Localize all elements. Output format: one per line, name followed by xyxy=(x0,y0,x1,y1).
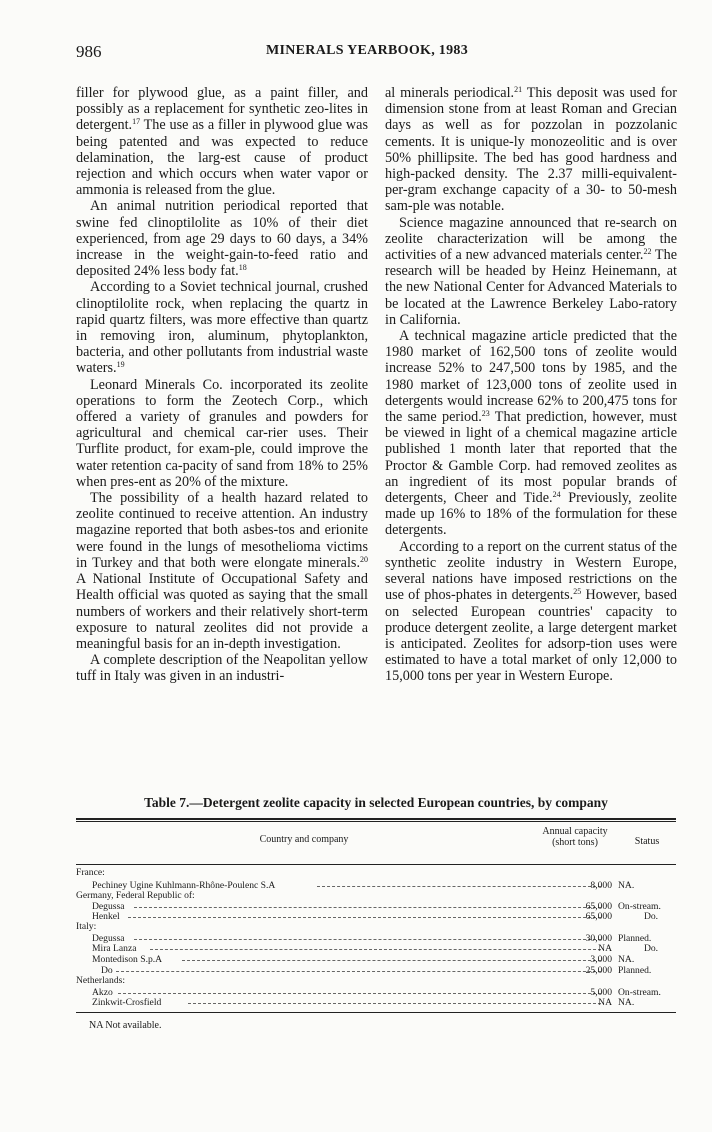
dot-leader xyxy=(128,917,601,918)
company-name: Zinkwit-Crosfield xyxy=(92,997,162,1008)
dot-leader xyxy=(118,993,601,994)
column-header-capacity: Annual capacity (short tons) xyxy=(542,826,608,848)
company-name: Italy: xyxy=(76,921,97,932)
table-bottom-rule xyxy=(76,1012,676,1013)
table-row xyxy=(76,998,676,1007)
capacity-value: NA xyxy=(598,997,612,1008)
company-name: Degussa xyxy=(92,901,125,912)
paragraph: al minerals periodical.$^{21}$ This deposit was used for dimension stone from at least Roman and Grecian days as well as for pozzolan in pozzolanic cements. It is unique-ly monozeolitic and is over 50% phillipsite. The bed has good hardness and high-packed density. The 2.37 milli-equivalent-per-gram exchange capacity of a 30- to 50-mesh sam-ple was notable. xyxy=(385,85,677,215)
status-value: NA. xyxy=(618,954,635,965)
page-number: 986 xyxy=(76,42,102,61)
paragraph: According to a Soviet technical journal, crushed clinoptilolite rock, when replacing the quartz in rapid quartz filters, was more effective than quartz in removing iron, aluminum, phytoplankton, bacteria, and other pollutants from industrial waste waters.$^{19}$ xyxy=(76,279,368,377)
company-name: Netherlands: xyxy=(76,975,126,986)
status-value: Planned. xyxy=(618,933,652,944)
table-header-rule xyxy=(76,864,676,865)
paragraph: A complete description of the Neapolitan yellow tuff in Italy was given in an industri- xyxy=(76,652,368,685)
status-value: Do. xyxy=(643,943,659,954)
table-row xyxy=(76,922,676,931)
paragraph: filler for plywood glue, as a paint filler, and possibly as a replacement for synthetic zeo-lites in detergent.$^{17}$ The use as a filler in plywood glue was being patented and was expected to reduce delamination, the larg-est cause of product rejection and which occurs when water vapor or ammonia is released from the glue. xyxy=(76,85,368,199)
running-title: MINERALS YEARBOOK, 1983 xyxy=(266,43,469,58)
company-name: Henkel xyxy=(92,911,120,922)
paragraph: Leonard Minerals Co. incorporated its zeolite operations to form the Zeotech Corp., which offered a variety of granules and powders for agricultural and chemical car-rier uses. Their Turflite product, for exam-ple, could improve the water retention ca-pacity of sand from 18% to 25% when pres-ent as 20% of the mixture. xyxy=(76,376,368,490)
status-value: NA. xyxy=(618,880,635,891)
paragraph: An animal nutrition periodical reported that swine fed clinoptilolite as 10% of their diet experienced, from age 29 days to 60 days, a 34% increase in the weight-gain-to-feed ratio and deposited 24% less body fat.$^{18}$ xyxy=(76,198,368,280)
table-row xyxy=(76,912,676,921)
table-row xyxy=(76,955,676,964)
right-text-column xyxy=(385,85,677,685)
table-top-rule xyxy=(76,818,676,820)
dot-leader xyxy=(150,949,601,950)
table-top-rule-thin xyxy=(76,821,676,822)
paragraph: A technical magazine article predicted that the 1980 market of 162,500 tons of zeolite would increase 52% to 247,500 tons by 1985, and the 1980 market of 123,000 tons of zeolite used in detergents would increase 62% to 200,475 tons for the same period.$^{23}$ That prediction, however, must be viewed in light of a chemical magazine article published 1 month later that reported that the Proctor & Gamble Corp. had removed zeolites as an ingredient of its most popular brands of detergents, Cheer and Tide.$^{24}$ Previously, zeolite made up 16% to 18% of the formulation for these detergents. xyxy=(385,328,677,539)
column-header-status: Status xyxy=(634,836,660,847)
company-name: France: xyxy=(76,867,105,878)
capacity-value: 25,000 xyxy=(585,965,612,976)
table-row xyxy=(76,891,676,900)
company-name: Montedison S.p.A xyxy=(92,954,163,965)
table-row xyxy=(76,868,676,877)
capacity-value: 3,000 xyxy=(590,954,612,965)
capacity-value: 65,000 xyxy=(585,911,612,922)
table-row xyxy=(76,988,676,997)
status-value: On-stream. xyxy=(618,987,661,998)
status-value: Do. xyxy=(643,911,659,922)
table-row xyxy=(76,902,676,911)
table-row xyxy=(76,934,676,943)
capacity-value: NA xyxy=(598,943,612,954)
column-header-country: Country and company xyxy=(259,834,349,845)
dot-leader xyxy=(134,907,601,908)
capacity-value: 65,000 xyxy=(585,901,612,912)
page-header xyxy=(76,42,676,66)
capacity-value: 5,000 xyxy=(590,987,612,998)
capacity-value: 8,000 xyxy=(590,880,612,891)
company-name: Pechiney Ugine Kuhlmann-Rhône-Poulenc S.A xyxy=(92,880,276,891)
company-name: Akzo xyxy=(92,987,113,998)
status-value: Planned. xyxy=(618,965,652,976)
dot-leader xyxy=(116,971,601,972)
table-row xyxy=(76,881,676,890)
capacity-value: 30,000 xyxy=(585,933,612,944)
company-name: Do xyxy=(101,965,113,976)
dot-leader xyxy=(134,939,601,940)
paragraph: Science magazine announced that re-search on zeolite characterization will be among the activities of a new advanced materials center.$^{22}$ The research will be headed by Heinz Heinemann, at the new National Center for Advanced Materials to be located at the Lawrence Berkeley Labo-ratory in California. xyxy=(385,214,677,328)
paragraph: According to a report on the current status of the synthetic zeolite industry in Western Europe, several nations have imposed restrictions on the use of phos-phates in detergents.$^{25}$ However, based on selected European countries' capacity to produce detergent zeolite, a large detergent market is anticipated. Zeolites for adsorp-tion uses were estimated to have a total market of only 12,000 to 15,000 tons per year in Western Europe. xyxy=(385,538,677,685)
table-footnote: NA Not available. xyxy=(89,1020,162,1031)
company-name: Degussa xyxy=(92,933,125,944)
status-value: NA. xyxy=(618,997,635,1008)
table-row xyxy=(76,976,676,985)
table-title: Table 7.—Detergent zeolite capacity in selected European countries, by company xyxy=(144,795,608,810)
company-name: Mira Lanza xyxy=(92,943,137,954)
paragraph: The possibility of a health hazard related to zeolite continued to receive attention. An industry magazine reported that both asbes-tos and erionite were found in the lungs of mesothelioma victims in Turkey and that both were elongate minerals.$^{20}$ A National Institute of Occupational Safety and Health official was quoted as saying that the small numbers of workers and their relatively short-term exposure to natural zeolites did not provide a meaningful basis for an in-depth investigation. xyxy=(76,490,368,652)
table-row xyxy=(76,966,676,975)
left-text-column xyxy=(76,85,368,685)
company-name: Germany, Federal Republic of: xyxy=(76,890,195,901)
table-row xyxy=(76,944,676,953)
status-value: On-stream. xyxy=(618,901,661,912)
